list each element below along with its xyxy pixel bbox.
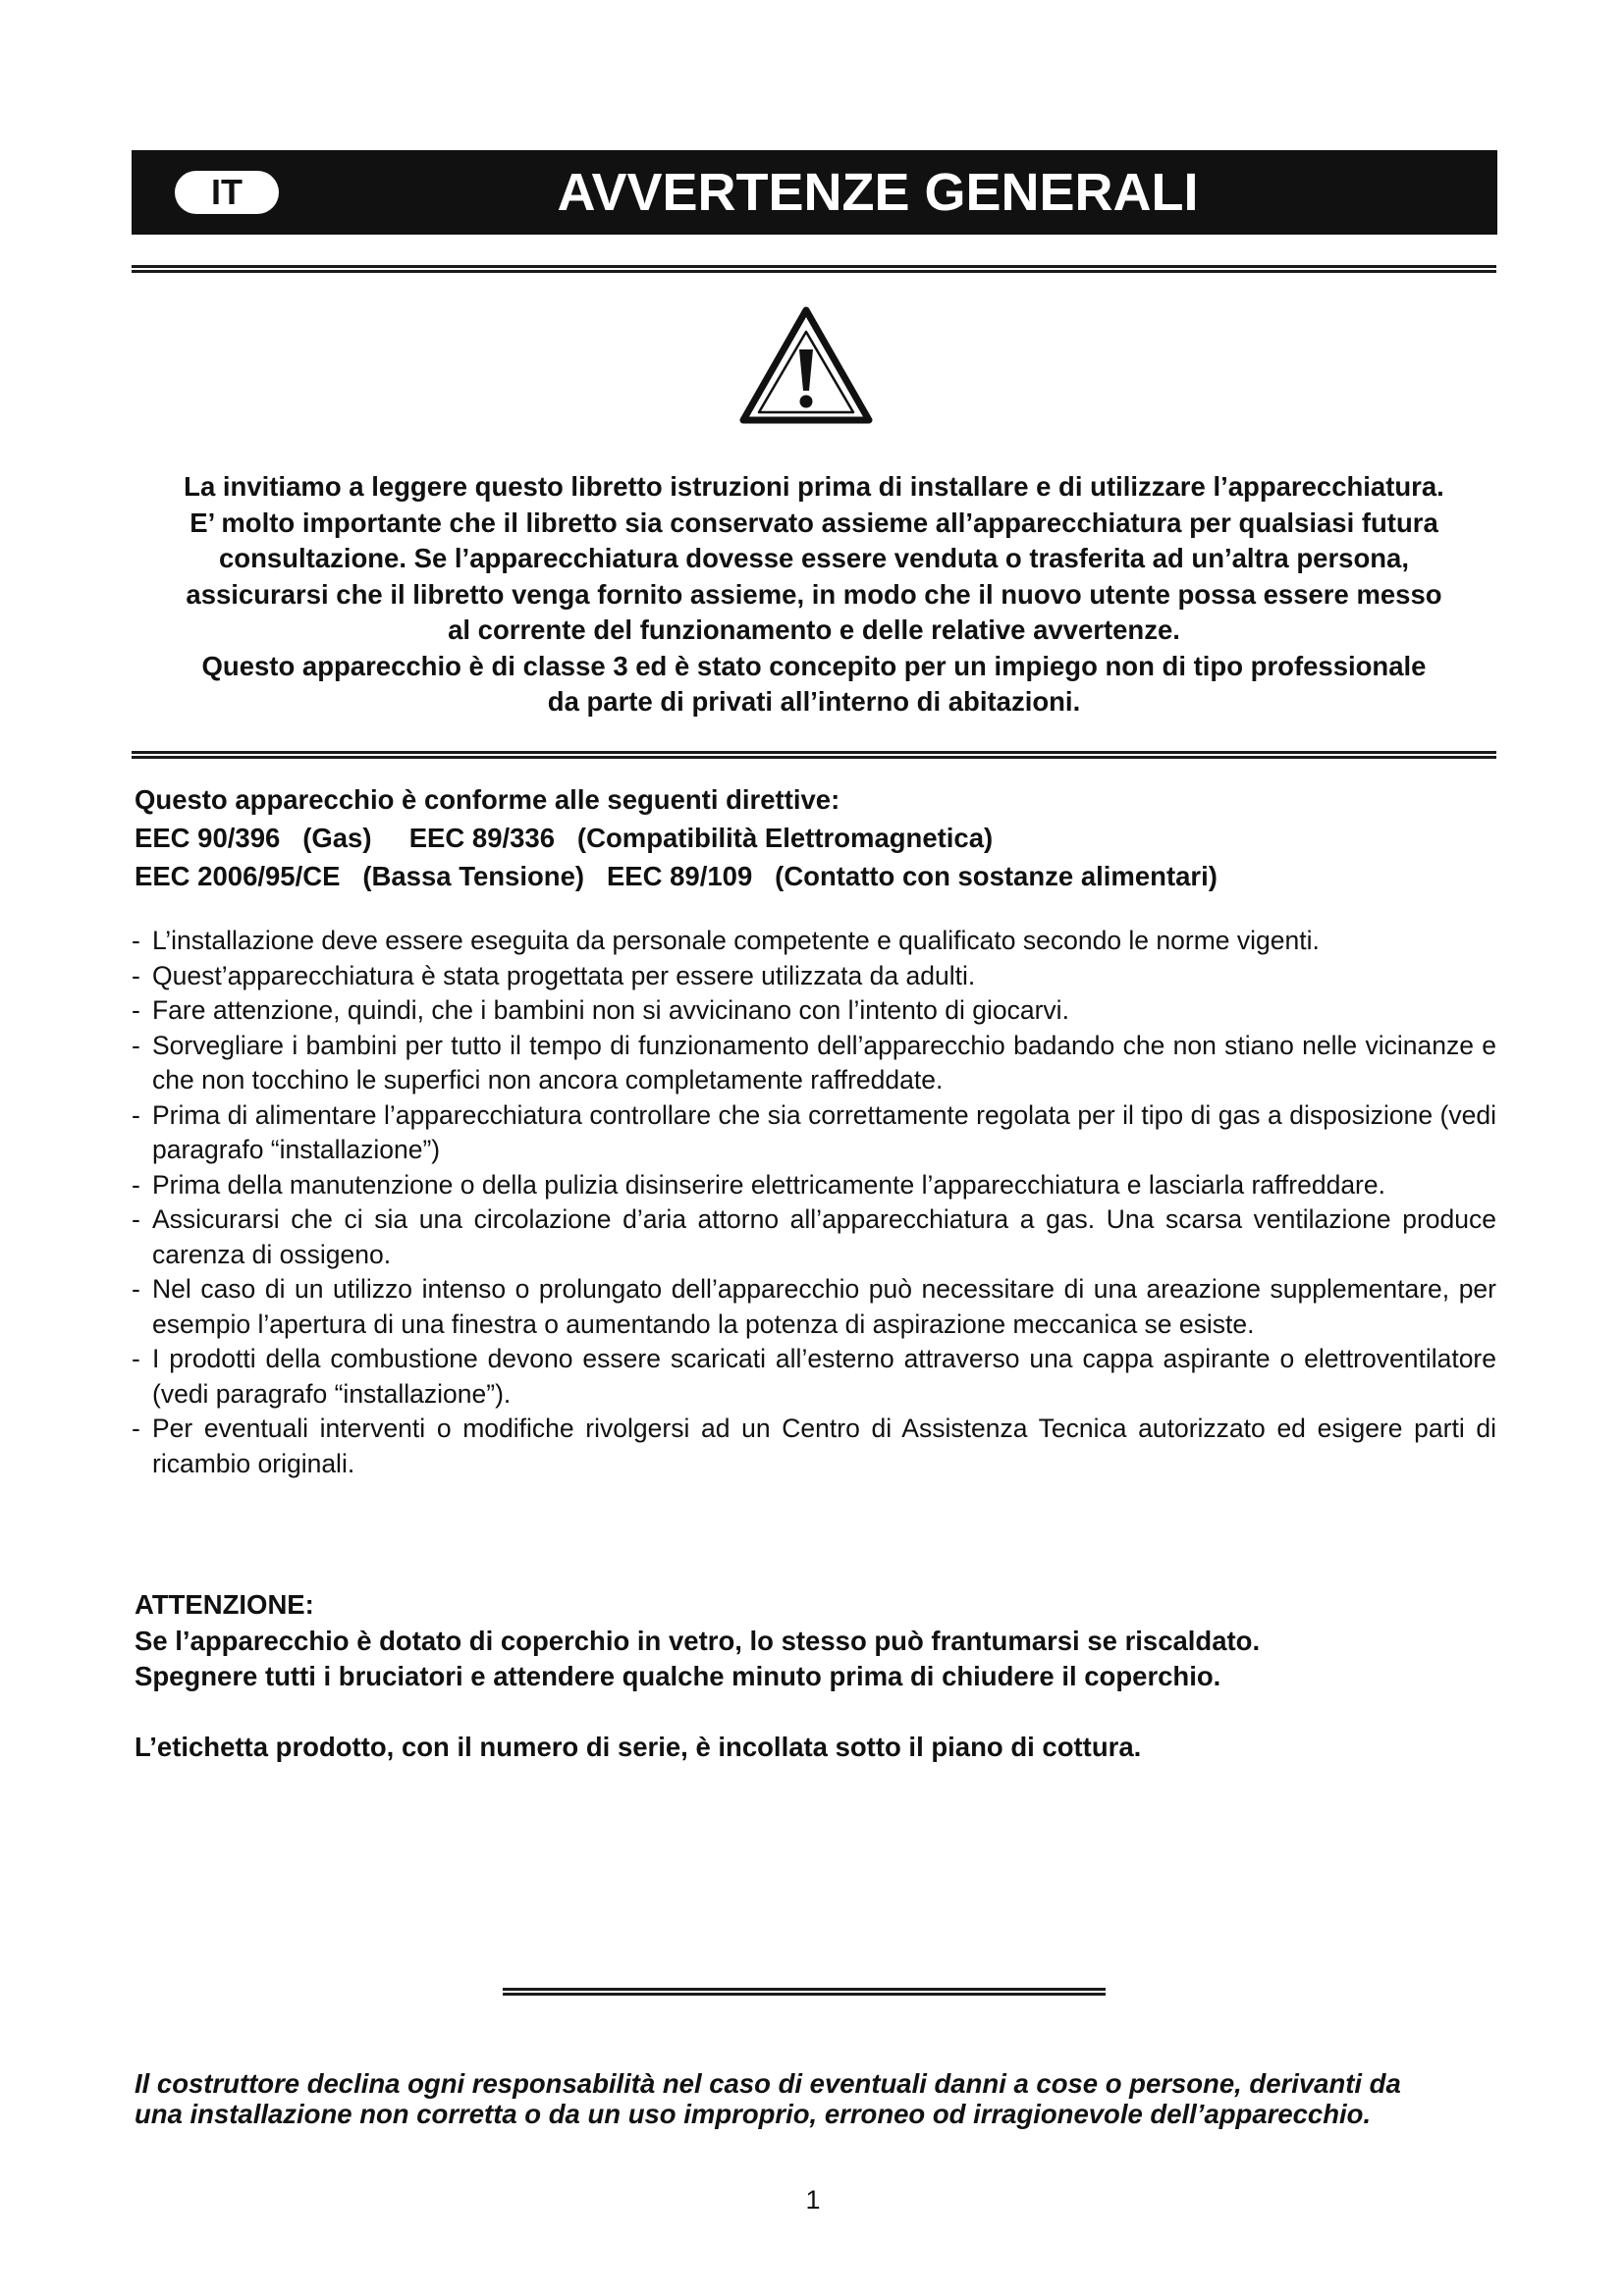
language-badge: IT bbox=[175, 171, 279, 214]
section-header bbox=[132, 150, 1497, 235]
warning-triangle-icon bbox=[738, 304, 874, 426]
intro-line: La invitiamo a leggere questo libretto istruzioni prima di installare e di utilizzare l’apparecchiatura. bbox=[184, 471, 1444, 502]
list-item: - Per eventuali interventi o modifiche rivolgersi ad un Centro di Assistenza Tecnica autorizzato ed esigere parti di ricambio originali. bbox=[132, 1414, 1496, 1478]
intro-line: assicurarsi che il libretto venga fornito assieme, in modo che il nuovo utente possa essere messo bbox=[186, 578, 1442, 610]
list-item: - Nel caso di un utilizzo intenso o prolungato dell’apparecchio può necessitare di una areazione supplementare, per esempio l’apertura di una finestra o aumentando la potenza di aspirazione meccanica se esiste. bbox=[132, 1274, 1496, 1339]
intro-paragraph bbox=[132, 469, 1496, 721]
list-item: - Quest’apparecchiatura è stata progettata per essere utilizzata da adulti. bbox=[132, 960, 976, 990]
intro-line: Questo apparecchio è di classe 3 ed è stato concepito per un impiego non di tipo professionale bbox=[201, 650, 1427, 681]
intro-line: al corrente del funzionamento e delle relative avvertenze. bbox=[448, 614, 1180, 645]
directives-line: EEC 2006/95/CE (Bassa Tensione) EEC 89/109 (Contatto con sostanze alimentari) bbox=[135, 861, 1218, 891]
directives-heading: Questo apparecchio è conforme alle seguenti direttive: bbox=[135, 784, 840, 815]
product-label-note: L’etichetta prodotto, con il numero di serie, è incollata sotto il piano di cottura. bbox=[135, 1732, 1142, 1762]
disclaimer-line: Il costruttore declina ogni responsabilità nel caso di eventuali danni a cose o persone, derivanti da bbox=[135, 2068, 1401, 2099]
divider-middle bbox=[132, 751, 1496, 759]
divider-top bbox=[132, 265, 1496, 273]
intro-line: da parte di privati all’interno di abitazioni. bbox=[547, 686, 1081, 717]
directives-line: EEC 90/396 (Gas) EEC 89/336 (Compatibilità Elettromagnetica) bbox=[135, 823, 994, 853]
list-item: - Prima di alimentare l’apparecchiatura controllare che sia correttamente regolata per il tipo di gas a disposizione (vedi paragrafo “installazione”) bbox=[132, 1099, 1496, 1164]
list-item: - I prodotti della combustione devono essere scaricati all’esterno attraverso una cappa aspirante o elettroventilatore (vedi paragrafo “installazione”). bbox=[132, 1344, 1496, 1409]
page-title: AVVERTENZE GENERALI bbox=[557, 163, 1199, 222]
list-item: - Fare attenzione, quindi, che i bambini non si avvicinano con l’intento di giocarvi. bbox=[132, 995, 1069, 1025]
list-item: - Assicurarsi che ci sia una circolazione d’aria attorno all’apparecchiatura a gas. Una scarsa ventilazione produce carenza di ossigeno. bbox=[132, 1204, 1496, 1269]
list-item: - Prima della manutenzione o della pulizia disinserire elettricamente l’apparecchiatura e lasciarla raffreddare. bbox=[132, 1169, 1385, 1200]
attention-line: Se l’apparecchio è dotato di coperchio in vetro, lo stesso può frantumarsi se riscaldato. bbox=[135, 1625, 1261, 1656]
attention-block bbox=[135, 1587, 1499, 1695]
safety-rules-list bbox=[132, 924, 1496, 1481]
disclaimer-line: una installazione non corretta o da un uso improprio, erroneo od irragionevole dell’apparecchio. bbox=[135, 2099, 1372, 2129]
disclaimer bbox=[135, 2068, 1529, 2129]
intro-line: E’ molto importante che il libretto sia conservato assieme all’apparecchiatura per qualsiasi futura bbox=[189, 507, 1438, 538]
page-number: 1 bbox=[805, 2185, 821, 2215]
directives-block bbox=[135, 780, 1499, 895]
intro-line: consultazione. Se l’apparecchiatura dovesse essere venduta o trasferita ad un’altra persona, bbox=[219, 543, 1409, 573]
attention-line: Spegnere tutti i bruciatori e attendere qualche minuto prima di chiudere il coperchio. bbox=[135, 1661, 1221, 1691]
list-item: - Sorvegliare i bambini per tutto il tempo di funzionamento dell’apparecchio badando che non stiano nelle vicinanze e che non tocchino le superfici non ancora completamente raffreddate. bbox=[132, 1030, 1496, 1095]
divider-short bbox=[503, 1988, 1106, 1996]
attention-heading: ATTENZIONE: bbox=[135, 1589, 314, 1620]
list-item: - L’installazione deve essere eseguita da personale competente e qualificato secondo le norme vigenti. bbox=[132, 926, 1320, 955]
